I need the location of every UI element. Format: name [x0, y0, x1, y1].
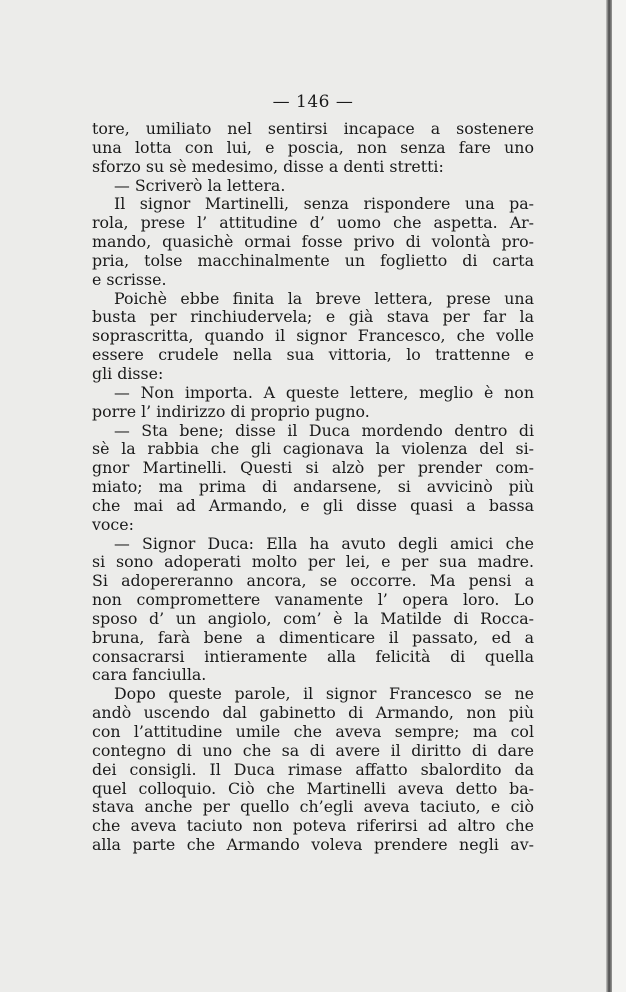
- text-line: sè la rabbia che gli cagionava la violenza del si-: [92, 439, 534, 459]
- text-line: mando, quasichè ormai fosse privo di volontà pro-: [92, 232, 534, 252]
- text-line: busta per rinchiudervela; e già stava per far la: [92, 307, 534, 327]
- body-text: [92, 120, 534, 855]
- text-line: cara fanciulla.: [92, 665, 207, 685]
- text-line: essere crudele nella sua vittoria, lo trattenne e: [92, 345, 534, 365]
- text-line: dei consigli. Il Duca rimase affatto sbalordito da: [92, 759, 534, 779]
- text-line: — Scriverò la lettera.: [114, 175, 286, 195]
- text-line: che mai ad Armando, e gli disse quasi a bassa: [92, 495, 534, 515]
- page-gutter-edge: [606, 0, 612, 992]
- text-line: voce:: [92, 514, 134, 534]
- text-line: consacrarsi intieramente alla felicità di quella: [92, 646, 534, 666]
- text-line: alla parte che Armando voleva prendere negli av-: [92, 835, 534, 855]
- text-line: non compromettere vanamente l’ opera loro. Lo: [92, 590, 534, 610]
- text-line: sforzo su sè medesimo, disse a denti stretti:: [92, 156, 444, 176]
- text-line: porre l’ indirizzo di proprio pugno.: [92, 401, 370, 421]
- text-line: miato; ma prima di andarsene, si avvicinò più: [92, 477, 534, 497]
- text-line: quel colloquio. Ciò che Martinelli aveva detto ba-: [92, 778, 534, 798]
- text-line: Si adopereranno ancora, se occorre. Ma pensi a: [92, 571, 534, 591]
- text-line: Dopo queste parole, il signor Francesco se ne: [114, 684, 534, 704]
- text-line: contegno di uno che sa di avere il diritto di dare: [92, 740, 534, 760]
- text-line: soprascritta, quando il signor Francesco, che volle: [92, 326, 534, 346]
- text-line: che aveva taciuto non poteva riferirsi ad altro che: [92, 816, 534, 836]
- text-line: tore, umiliato nel sentirsi incapace a sostenere: [92, 119, 534, 138]
- page-number: — 146 —: [272, 92, 354, 112]
- adjacent-page-strip: [612, 0, 626, 992]
- text-line: andò uscendo dal gabinetto di Armando, non più: [92, 703, 534, 723]
- text-line: pria, tolse macchinalmente un foglietto di carta: [92, 250, 534, 270]
- text-line: gnor Martinelli. Questi si alzò per prender com-: [92, 458, 534, 478]
- text-line: — Signor Duca: Ella ha avuto degli amici che: [114, 533, 534, 553]
- text-line: stava anche per quello ch’egli aveva taciuto, e ciò: [92, 797, 534, 817]
- text-line: sposo d’ un angiolo, com’ è la Matilde di Rocca-: [92, 608, 534, 628]
- text-line: bruna, farà bene a dimenticare il passato, ed a: [92, 627, 534, 647]
- text-line: una lotta con lui, e poscia, non senza fare uno: [92, 137, 534, 157]
- text-line: gli disse:: [92, 363, 164, 383]
- text-line: — Sta bene; disse il Duca mordendo dentro di: [114, 420, 534, 440]
- text-line: si sono adoperati molto per lei, e per sua madre.: [92, 552, 534, 572]
- text-line: Il signor Martinelli, senza rispondere una pa-: [114, 194, 534, 214]
- text-line: con l’attitudine umile che aveva sempre; ma col: [92, 722, 534, 741]
- text-line: — Non importa. A queste lettere, meglio è non: [114, 382, 534, 402]
- text-line: e scrisse.: [92, 269, 167, 289]
- text-line: rola, prese l’ attitudine d’ uomo che aspetta. Ar-: [92, 213, 534, 233]
- text-line: Poichè ebbe finita la breve lettera, prese una: [114, 288, 534, 308]
